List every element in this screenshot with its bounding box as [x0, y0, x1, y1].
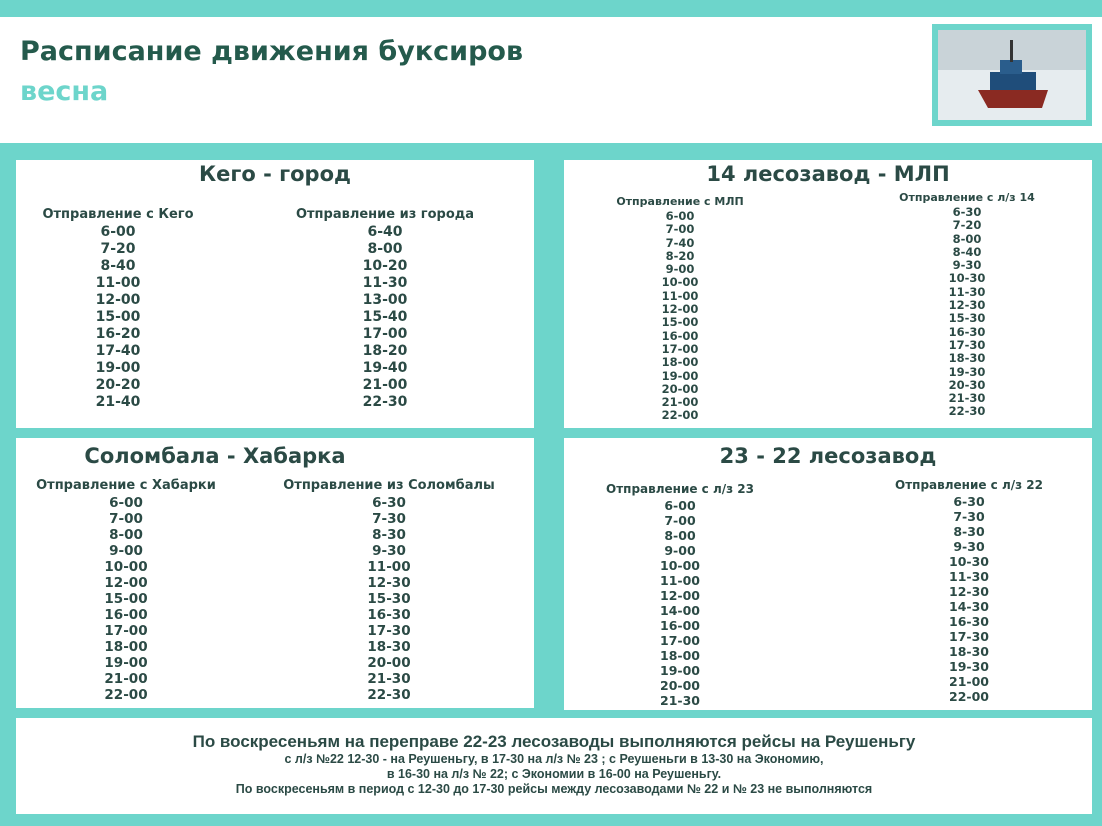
departure-time: 18-30	[367, 639, 411, 655]
departure-time: 15-40	[362, 309, 408, 325]
departure-time: 22-30	[948, 404, 986, 419]
departure-time: 15-30	[367, 591, 411, 607]
departure-time: 6-00	[100, 224, 136, 240]
departure-time: 20-30	[948, 377, 986, 392]
departure-time: 9-00	[664, 543, 696, 558]
departure-time: 11-00	[367, 559, 411, 575]
departure-time: 6-30	[953, 494, 985, 509]
departure-time: 14-00	[660, 603, 700, 618]
departure-time: 8-30	[372, 527, 406, 543]
schedule-column	[857, 191, 1077, 419]
departure-time: 19-30	[949, 659, 989, 674]
departure-time: 22-00	[661, 408, 699, 423]
schedule-column	[8, 207, 228, 411]
departure-time: 6-40	[367, 224, 403, 240]
departure-time: 9-30	[372, 543, 406, 559]
departure-time: 6-30	[952, 205, 982, 219]
schedule-column	[16, 478, 236, 703]
column-header: Отправление из Соломбалы	[283, 478, 495, 493]
departure-time: 22-30	[362, 394, 408, 410]
schedule-column	[859, 478, 1079, 704]
departure-time: 19-40	[362, 360, 408, 376]
note-heading: По воскресеньям на переправе 22-23 лесозаводы выполняются рейсы на Реушеньгу	[192, 732, 916, 751]
departure-time: 18-30	[949, 644, 989, 659]
column-header: Отправление с л/з 14	[899, 191, 1035, 204]
departure-time: 7-30	[953, 509, 985, 524]
departure-time: 21-30	[660, 693, 700, 708]
column-header: Отправление с л/з 23	[606, 482, 754, 496]
departure-time: 11-00	[95, 275, 141, 291]
departure-time: 15-00	[95, 309, 141, 325]
departure-time: 16-20	[95, 326, 141, 342]
departure-time: 9-30	[953, 539, 985, 554]
departure-time: 7-20	[100, 241, 136, 257]
departure-time: 22-30	[367, 687, 411, 703]
departure-time: 7-00	[109, 511, 143, 527]
column-header: Отправление с Хабарки	[36, 478, 216, 493]
departure-time: 14-30	[949, 599, 989, 614]
departure-time: 19-30	[948, 364, 986, 379]
departure-time: 16-30	[948, 324, 986, 339]
departure-time: 10-30	[949, 554, 989, 569]
departure-time: 16-30	[367, 607, 411, 623]
departure-time: 12-30	[948, 298, 986, 313]
departure-time: 20-00	[661, 381, 699, 396]
departure-time: 9-00	[665, 262, 695, 277]
departure-time: 20-00	[660, 678, 700, 693]
note-line: По воскресеньям в период с 12-30 до 17-30 рейсы между лесозаводами № 22 и № 23 не выполняются	[235, 782, 873, 796]
departure-time: 21-00	[661, 395, 699, 410]
departure-time: 16-30	[949, 614, 989, 629]
schedule-column	[279, 478, 499, 703]
departure-time: 8-40	[100, 258, 136, 274]
departure-time: 11-00	[660, 573, 700, 588]
departure-time: 8-40	[952, 244, 982, 259]
departure-time: 9-30	[952, 258, 982, 273]
departure-time: 17-30	[367, 623, 411, 639]
departure-time: 10-30	[948, 271, 986, 286]
departure-time: 6-00	[665, 209, 695, 223]
departure-time: 12-00	[661, 302, 699, 317]
departure-time: 19-00	[660, 663, 700, 678]
departure-time: 8-00	[664, 528, 696, 543]
departure-time: 17-00	[104, 623, 148, 639]
departure-time: 16-00	[661, 328, 699, 343]
departure-time: 11-30	[362, 275, 408, 291]
sunday-notes	[16, 718, 1092, 814]
departure-time: 16-00	[660, 618, 700, 633]
departure-time: 13-00	[362, 292, 408, 308]
departure-time: 8-00	[367, 241, 403, 257]
departure-time: 6-00	[664, 498, 696, 513]
departure-time: 21-40	[95, 394, 141, 410]
departure-time: 8-20	[665, 248, 695, 263]
departure-time: 7-00	[664, 513, 696, 528]
departure-time: 21-30	[367, 671, 411, 687]
departure-time: 11-00	[661, 288, 699, 303]
route-title: Кего - город	[199, 162, 351, 186]
note-line: в 16-30 на л/з № 22; с Экономии в 16-00 на Реушеньгу.	[386, 767, 722, 781]
route-title: Соломбала - Хабарка	[84, 444, 346, 468]
departure-time: 17-00	[362, 326, 408, 342]
departure-time: 9-00	[109, 543, 143, 559]
departure-time: 10-20	[362, 258, 408, 274]
departure-time: 15-00	[661, 315, 699, 330]
departure-time: 7-00	[665, 222, 695, 237]
route-title: 23 - 22 лесозавод	[719, 444, 937, 468]
departure-time: 8-00	[109, 527, 143, 543]
departure-time: 19-00	[95, 360, 141, 376]
departure-time: 18-00	[661, 355, 699, 370]
departure-time: 12-00	[660, 588, 700, 603]
schedule-column	[570, 195, 790, 423]
departure-time: 7-40	[665, 235, 695, 250]
departure-time: 7-20	[952, 218, 982, 233]
departure-time: 17-30	[949, 629, 989, 644]
departure-time: 10-00	[660, 558, 700, 573]
departure-time: 10-00	[661, 275, 699, 290]
route-title: 14 лесозавод - МЛП	[706, 162, 950, 186]
departure-time: 19-00	[661, 368, 699, 383]
departure-time: 17-00	[660, 633, 700, 648]
column-header: Отправление из города	[295, 207, 475, 222]
departure-time: 20-00	[367, 655, 411, 671]
column-header: Отправление с л/з 22	[895, 478, 1043, 492]
departure-time: 21-00	[104, 671, 148, 687]
departure-time: 12-30	[367, 575, 411, 591]
departure-time: 21-00	[362, 377, 408, 393]
departure-time: 12-00	[104, 575, 148, 591]
column-header: Отправление с Кего	[42, 207, 194, 222]
departure-time: 22-00	[949, 689, 989, 704]
tugboat-photo	[932, 24, 1092, 126]
departure-time: 10-00	[104, 559, 148, 575]
departure-time: 18-30	[948, 351, 986, 366]
departure-time: 17-40	[95, 343, 141, 359]
departure-time: 17-30	[948, 337, 986, 352]
schedule-column	[275, 207, 495, 411]
departure-time: 6-30	[372, 495, 406, 511]
departure-time: 19-00	[104, 655, 148, 671]
departure-time: 17-00	[661, 341, 699, 356]
departure-time: 12-30	[949, 584, 989, 599]
column-header: Отправление с МЛП	[616, 195, 744, 208]
departure-time: 18-00	[104, 639, 148, 655]
departure-time: 11-30	[948, 284, 986, 299]
departure-time: 16-00	[104, 607, 148, 623]
departure-time: 18-00	[660, 648, 700, 663]
departure-time: 15-00	[104, 591, 148, 607]
departure-time: 11-30	[949, 569, 989, 584]
page-subtitle: весна	[20, 76, 109, 107]
note-line: с л/з №22 12-30 - на Реушеньгу, в 17-30 на л/з № 23 ; с Реушеньги в 13-30 на Экономию,	[284, 752, 824, 766]
departure-time: 8-30	[953, 524, 985, 539]
departure-time: 8-00	[952, 231, 982, 246]
departure-time: 15-30	[948, 311, 986, 326]
page-title: Расписание движения буксиров	[20, 36, 524, 67]
departure-time: 6-00	[109, 495, 143, 511]
departure-time: 21-00	[949, 674, 989, 689]
departure-time: 21-30	[948, 391, 986, 406]
departure-time: 22-00	[104, 687, 148, 703]
departure-time: 7-30	[372, 511, 406, 527]
schedule-column	[570, 482, 790, 708]
departure-time: 18-20	[362, 343, 408, 359]
departure-time: 12-00	[95, 292, 141, 308]
departure-time: 20-20	[95, 377, 141, 393]
